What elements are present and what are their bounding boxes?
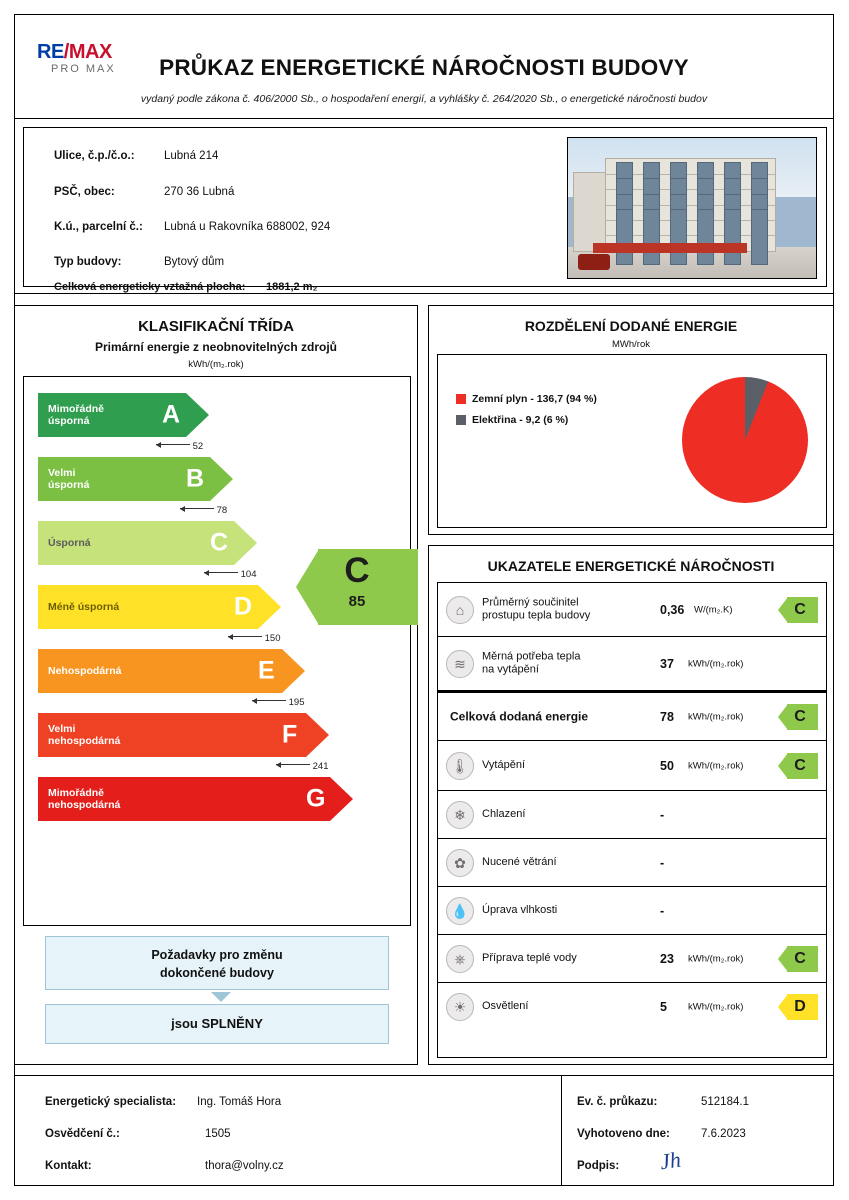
requirement-result-box xyxy=(45,1004,389,1044)
indicator-grade xyxy=(778,753,818,779)
scale-band-f xyxy=(38,713,329,757)
indicator-value: 78 xyxy=(660,709,674,724)
requirement-arrow-icon xyxy=(211,992,231,1002)
classification-scale xyxy=(23,376,411,926)
ident-label: Typ budovy: xyxy=(54,256,122,268)
scale-band-g xyxy=(38,777,353,821)
classification-block xyxy=(14,305,418,1065)
energy-split-title: ROZDĚLENÍ DODANÉ ENERGIE xyxy=(524,318,738,334)
legend-swatch-electricity xyxy=(456,415,466,425)
indicator-grade xyxy=(778,597,818,623)
indicator-grade xyxy=(778,946,818,972)
footer-label: Vyhotoveno dne: xyxy=(577,1128,670,1140)
ident-label: PSČ, obec: xyxy=(54,186,115,198)
page-subtitle: vydaný podle zákona č. 406/2000 Sb., o hospodaření energií, a vyhlášky č. 264/2020 Sb., o energetické náročnosti budov xyxy=(140,93,708,105)
indicator-grade-letter: C xyxy=(794,707,806,725)
scale-band-a xyxy=(38,393,209,437)
footer-divider xyxy=(561,1076,562,1185)
indicator-grade-letter: C xyxy=(794,600,806,618)
energy-split-inner xyxy=(437,354,827,528)
table-row xyxy=(438,887,826,935)
page-title: PRŮKAZ ENERGETICKÉ NÁROČNOSTI BUDOVY xyxy=(159,55,689,80)
band-tick-a: 52 xyxy=(156,441,203,452)
band-tick-f: 241 xyxy=(276,761,329,772)
ident-label: K.ú., parcelní č.: xyxy=(54,221,143,233)
ident-value: Bytový dům xyxy=(164,256,225,268)
footer-label: Kontakt: xyxy=(45,1160,92,1172)
indicator-value: 37 xyxy=(660,656,674,671)
identification-block xyxy=(14,118,834,294)
indicator-label: Měrná potřeba tepla na vytápění xyxy=(482,649,581,676)
indicator-grade-letter: C xyxy=(794,756,806,774)
tap-icon: ⎈ xyxy=(446,945,474,973)
footer-value: Ing. Tomáš Hora xyxy=(197,1096,282,1108)
footer-value: thora@volny.cz xyxy=(205,1160,284,1172)
indicator-label: Nucené větrání xyxy=(482,855,557,868)
legend-item xyxy=(456,414,597,426)
scale-band-b xyxy=(38,457,233,501)
band-tick-b: 78 xyxy=(180,505,227,516)
band-label-e: Nehospodárná xyxy=(48,664,122,677)
logo-max: MAX xyxy=(68,41,112,63)
energy-split-block xyxy=(428,305,834,535)
band-label-d: Méně úsporná xyxy=(48,600,120,613)
band-letter-e: E xyxy=(258,656,275,685)
thermometer-icon: 🌡 xyxy=(446,752,474,780)
legend-item xyxy=(456,393,597,405)
indicator-value: - xyxy=(660,903,665,918)
identification-inner xyxy=(23,127,827,293)
footer-label: Osvědčení č.: xyxy=(45,1128,120,1140)
band-letter-a: A xyxy=(162,400,181,429)
table-row xyxy=(438,839,826,887)
ident-label: Celková energeticky vztažná plocha: xyxy=(54,281,246,293)
indicator-label: Příprava teplé vody xyxy=(482,951,577,964)
classification-unit: kWh/(m₂.rok) xyxy=(188,359,244,370)
indicator-value: 0,36 xyxy=(660,602,685,617)
table-row xyxy=(438,791,826,839)
indicator-label: Chlazení xyxy=(482,807,526,820)
result-value: 85 xyxy=(348,593,366,610)
bulb-icon: ☀ xyxy=(446,993,474,1021)
building-photo xyxy=(567,137,817,279)
table-row xyxy=(438,583,826,637)
result-letter: C xyxy=(344,551,370,590)
band-letter-g: G xyxy=(306,784,326,813)
photo-main-building xyxy=(605,158,776,252)
indicator-grade-letter: C xyxy=(794,949,806,967)
signature: Jh xyxy=(658,1146,683,1175)
indicator-value: - xyxy=(660,807,665,822)
ident-value: Lubná u Rakovníka 688002, 924 xyxy=(164,221,331,233)
logo-re: RE xyxy=(37,41,64,63)
pie-legend xyxy=(456,393,597,435)
table-row xyxy=(438,935,826,983)
energy-split-unit: MWh/rok xyxy=(612,339,650,350)
scale-band-c xyxy=(38,521,257,565)
indicator-label: Vytápění xyxy=(482,758,526,771)
indicator-label: Celková dodaná energie xyxy=(450,709,589,723)
indicator-grade-letter: D xyxy=(794,998,806,1015)
energy-split-pie-chart xyxy=(682,377,808,503)
logo-subtext: PRO MAX xyxy=(51,63,116,75)
classification-result-marker xyxy=(296,549,418,625)
indicator-value: 23 xyxy=(660,951,674,966)
indicator-label: Průměrný součinitel prostupu tepla budovy xyxy=(482,595,591,622)
indicator-unit: kWh/(m₂.rok) xyxy=(688,711,744,722)
indicator-label: Úprava vlhkosti xyxy=(482,903,558,916)
footer-value: 512184.1 xyxy=(701,1096,749,1108)
indicator-unit: kWh/(m₂.rok) xyxy=(688,953,744,964)
band-letter-c: C xyxy=(210,528,229,557)
indicator-label: Osvětlení xyxy=(482,1000,529,1013)
ident-label: Ulice, č.p./č.o.: xyxy=(54,150,135,162)
band-tick-c: 104 xyxy=(204,569,257,580)
classification-subtitle: Primární energie z neobnovitelných zdrojů xyxy=(94,340,338,354)
logo-slash: / xyxy=(63,41,69,63)
indicators-block xyxy=(428,545,834,1065)
scale-band-d xyxy=(38,585,281,629)
band-tick-d: 150 xyxy=(228,633,281,644)
document-header xyxy=(15,15,833,115)
band-label-a: Mimořádně úsporná xyxy=(48,402,105,427)
band-letter-b: B xyxy=(186,464,205,493)
indicators-title: UKAZATELE ENERGETICKÉ NÁROČNOSTI xyxy=(487,558,775,574)
footer-value: 7.6.2023 xyxy=(701,1128,746,1140)
footer-label: Energetický specialista: xyxy=(45,1096,177,1108)
ident-value: Lubná 214 xyxy=(164,150,219,162)
table-row xyxy=(438,741,826,791)
indicator-unit: W/(m₂.K) xyxy=(694,604,733,615)
ident-value: 1881,2 m₂ xyxy=(266,281,318,293)
band-label-b: Velmi úsporná xyxy=(48,466,90,491)
band-letter-d: D xyxy=(234,592,253,621)
legend-label-electricity: Elektřina - 9,2 (6 %) xyxy=(472,414,569,426)
photo-car xyxy=(578,254,610,269)
legend-swatch-gas xyxy=(456,394,466,404)
house-icon: ⌂ xyxy=(446,596,474,624)
indicators-table xyxy=(437,582,827,1058)
indicator-unit: kWh/(m₂.rok) xyxy=(688,658,744,669)
footer-value: 1505 xyxy=(205,1128,231,1140)
band-tick-e: 195 xyxy=(252,697,305,708)
requirement-box xyxy=(45,936,389,990)
ident-value: 270 36 Lubná xyxy=(164,186,235,198)
humidity-icon: 💧 xyxy=(446,897,474,925)
requirement-title: Požadavky pro změnu dokončené budovy xyxy=(151,948,283,981)
indicator-unit: kWh/(m₂.rok) xyxy=(688,760,744,771)
band-label-g: Mimořádně nehospodárná xyxy=(48,786,121,811)
classification-title: KLASIFIKAČNÍ TŘÍDA xyxy=(138,318,294,335)
indicator-value: - xyxy=(660,855,665,870)
heat-waves-icon: ≋ xyxy=(446,650,474,678)
scale-band-e xyxy=(38,649,305,693)
indicator-unit: kWh/(m₂.rok) xyxy=(688,1001,744,1013)
band-label-c: Úsporná xyxy=(48,536,91,549)
table-row xyxy=(438,637,826,691)
requirement-result: jsou SPLNĚNY xyxy=(171,1016,263,1031)
footer-label: Ev. č. průkazu: xyxy=(577,1096,658,1108)
cooling-icon: ❄ xyxy=(446,801,474,829)
indicator-grade xyxy=(778,704,818,730)
indicator-value: 50 xyxy=(660,758,674,773)
legend-label-gas: Zemní plyn - 136,7 (94 %) xyxy=(472,393,597,405)
indicator-value: 5 xyxy=(660,1000,667,1014)
footer-block xyxy=(14,1075,834,1186)
table-row xyxy=(438,983,826,1031)
indicator-grade xyxy=(778,994,818,1020)
table-row xyxy=(438,693,826,741)
footer-label: Podpis: xyxy=(577,1160,620,1172)
band-label-f: Velmi nehospodárná xyxy=(48,722,121,747)
fan-icon: ✿ xyxy=(446,849,474,877)
band-letter-f: F xyxy=(282,720,298,749)
photo-red-barrier xyxy=(593,243,747,253)
